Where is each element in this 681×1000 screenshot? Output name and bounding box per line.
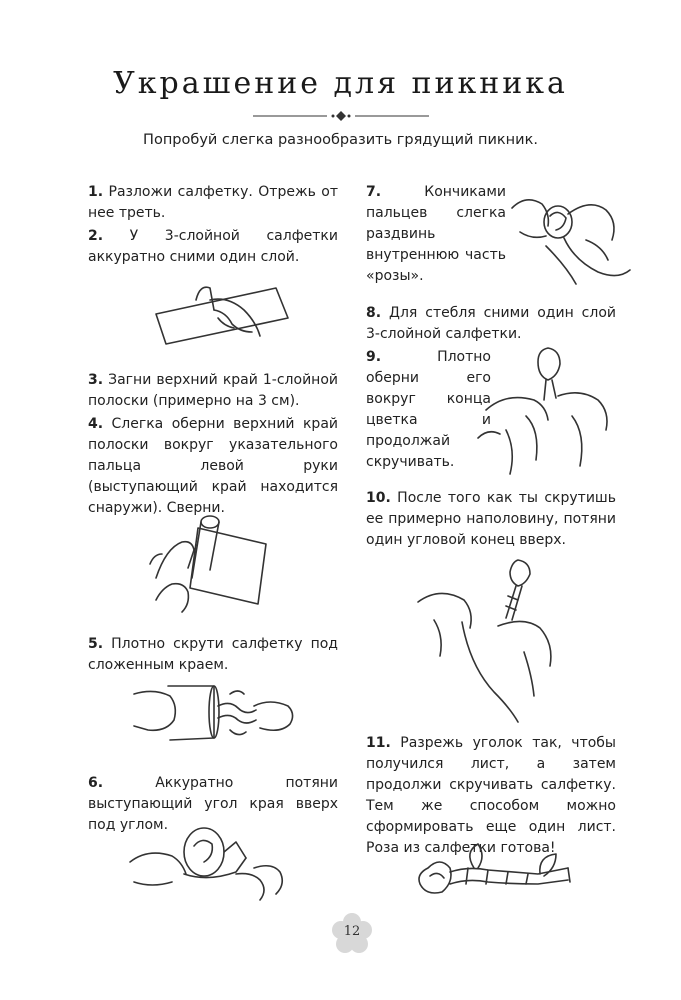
illustration-pull-up-corner xyxy=(414,556,564,726)
step-number: 5. xyxy=(88,636,104,652)
step-1 xyxy=(88,182,338,224)
step-number: 4. xyxy=(88,416,104,432)
page-number: 12 xyxy=(343,924,361,939)
illustration-pull-corner xyxy=(128,822,298,912)
step-text: Аккуратно потяни выступающий угол края вверх под углом. xyxy=(88,775,338,833)
step-number: 9. xyxy=(366,349,382,365)
illustration-roll-finger xyxy=(148,508,278,618)
step-text: Плотно оберни его вокруг конца цветка и продолжай скручивать. xyxy=(366,349,491,470)
step-7 xyxy=(366,182,506,287)
step-text: После того как ты скрутишь ее примерно наполовину, потяни один угловой конец вверх. xyxy=(366,490,616,548)
illustration-twist-napkin xyxy=(130,680,300,750)
step-number: 10. xyxy=(366,490,391,506)
step-text: Разрежь уголок так, чтобы получился лист, а затем продолжи скручивать салфетку. Тем же способом можно сформировать еще один лист. Роза из салфетки готова! xyxy=(366,735,616,856)
step-8 xyxy=(366,303,616,345)
step-number: 1. xyxy=(88,184,104,200)
step-number: 7. xyxy=(366,184,382,200)
illustration-peel-layer xyxy=(148,270,298,350)
step-3 xyxy=(88,370,338,412)
step-text: Слегка оберни верхний край полоски вокруг указательного пальца левой руки (выступающий край находится снаружи). Сверни. xyxy=(88,416,338,516)
step-text: Кончиками пальцев слегка раздвинь внутреннюю часть «розы». xyxy=(366,184,506,284)
step-9 xyxy=(366,347,491,473)
step-text: Плотно скрути салфетку под сложенным краем. xyxy=(88,636,338,673)
step-2 xyxy=(88,226,338,268)
step-10 xyxy=(366,488,616,551)
page-title: Украшение для пикника xyxy=(113,66,568,101)
illustration-open-rose xyxy=(506,180,636,290)
step-text: Для стебля сними один слой 3-слойной салфетки. xyxy=(366,305,616,342)
illustration-wrap-stem xyxy=(476,340,616,480)
step-number: 8. xyxy=(366,305,382,321)
step-number: 2. xyxy=(88,228,104,244)
step-text: Загни верхний край 1-слойной полоски (примерно на 3 см). xyxy=(88,372,338,409)
page-subtitle: Попробуй слегка разнообразить грядущий пикник. xyxy=(143,132,538,148)
illustration-finished-rose xyxy=(408,838,578,908)
step-4 xyxy=(88,414,338,519)
step-text: Разложи салфетку. Отрежь от нее треть. xyxy=(88,184,338,221)
step-text: У 3-слойной салфетки аккуратно сними один слой. xyxy=(88,228,338,265)
step-number: 6. xyxy=(88,775,104,791)
page-number-badge xyxy=(330,912,374,956)
title-ornament xyxy=(253,110,429,122)
step-5 xyxy=(88,634,338,676)
step-number: 3. xyxy=(88,372,104,388)
step-number: 11. xyxy=(366,735,391,751)
